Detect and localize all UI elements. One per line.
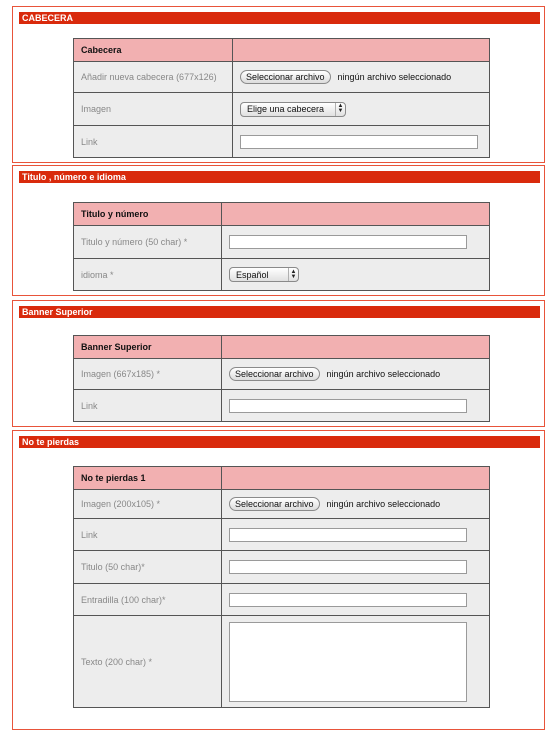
idioma-select-value: Español — [236, 269, 269, 280]
field-banner-imagen — [222, 359, 490, 390]
form-table-banner — [73, 335, 490, 422]
field-ntp-titulo — [222, 551, 490, 584]
label-titulo-numero: Titulo y número (50 char) * — [74, 226, 222, 259]
select-file-button[interactable]: Seleccionar archivo — [240, 70, 331, 84]
file-status-text: ningún archivo seleccionado — [326, 369, 441, 379]
ntp-texto-textarea[interactable] — [229, 622, 467, 702]
field-nueva-cabecera — [233, 62, 490, 93]
field-banner-link — [222, 390, 490, 422]
section-title-titulo: Titulo , número e idioma — [19, 171, 540, 183]
select-arrows-icon: ▲ ▼ — [288, 268, 298, 281]
section-titulo — [12, 165, 545, 296]
select-file-button[interactable]: Seleccionar archivo — [229, 367, 320, 381]
label-banner-imagen: Imagen (667x185) * — [74, 359, 222, 390]
field-idioma — [222, 259, 490, 291]
field-ntp-texto — [222, 616, 490, 708]
label-ntp-link: Link — [74, 519, 222, 551]
ntp-titulo-input[interactable] — [229, 560, 467, 574]
table-header-no-te-pierdas: No te pierdas 1 — [74, 467, 222, 490]
titulo-numero-input[interactable] — [229, 235, 467, 249]
cabecera-select-value: Elige una cabecera — [247, 104, 325, 114]
form-table-no-te-pierdas — [73, 466, 490, 708]
label-ntp-titulo: Titulo (50 char)* — [74, 551, 222, 584]
section-cabecera — [12, 6, 545, 163]
file-status-text: ningún archivo seleccionado — [326, 499, 441, 509]
field-titulo-numero — [222, 226, 490, 259]
label-ntp-entradilla: Entradilla (100 char)* — [74, 584, 222, 616]
select-file-button[interactable]: Seleccionar archivo — [229, 497, 320, 511]
label-nueva-cabecera: Añadir nueva cabecera (677x126) — [74, 62, 233, 93]
select-arrows-icon: ▲ ▼ — [335, 103, 345, 116]
table-header-empty — [222, 336, 490, 359]
field-ntp-entradilla — [222, 584, 490, 616]
ntp-entradilla-input[interactable] — [229, 593, 467, 607]
table-header-empty — [222, 203, 490, 226]
field-imagen — [233, 93, 490, 126]
field-link — [233, 126, 490, 158]
form-table-cabecera — [73, 38, 490, 158]
label-link: Link — [74, 126, 233, 158]
form-table-titulo — [73, 202, 490, 291]
link-input[interactable] — [240, 135, 478, 149]
section-no-te-pierdas — [12, 430, 545, 730]
field-ntp-imagen — [222, 490, 490, 519]
idioma-select[interactable] — [229, 267, 299, 282]
file-status-text: ningún archivo seleccionado — [337, 72, 452, 82]
section-title-banner: Banner Superior — [19, 306, 540, 318]
label-ntp-imagen: Imagen (200x105) * — [74, 490, 222, 519]
ntp-link-input[interactable] — [229, 528, 467, 542]
label-idioma: idioma * — [74, 259, 222, 291]
label-banner-link: Link — [74, 390, 222, 422]
table-header-titulo: Titulo y número — [74, 203, 222, 226]
table-header-empty — [233, 39, 490, 62]
table-header-cabecera: Cabecera — [74, 39, 233, 62]
table-header-banner: Banner Superior — [74, 336, 222, 359]
cabecera-select[interactable] — [240, 102, 346, 117]
banner-link-input[interactable] — [229, 399, 467, 413]
table-header-empty — [222, 467, 490, 490]
section-title-cabecera: CABECERA — [19, 12, 540, 24]
field-ntp-link — [222, 519, 490, 551]
section-banner-superior — [12, 300, 545, 427]
label-imagen: Imagen — [74, 93, 233, 126]
label-ntp-texto: Texto (200 char) * — [74, 616, 222, 708]
section-title-no-te-pierdas: No te pierdas — [19, 436, 540, 448]
